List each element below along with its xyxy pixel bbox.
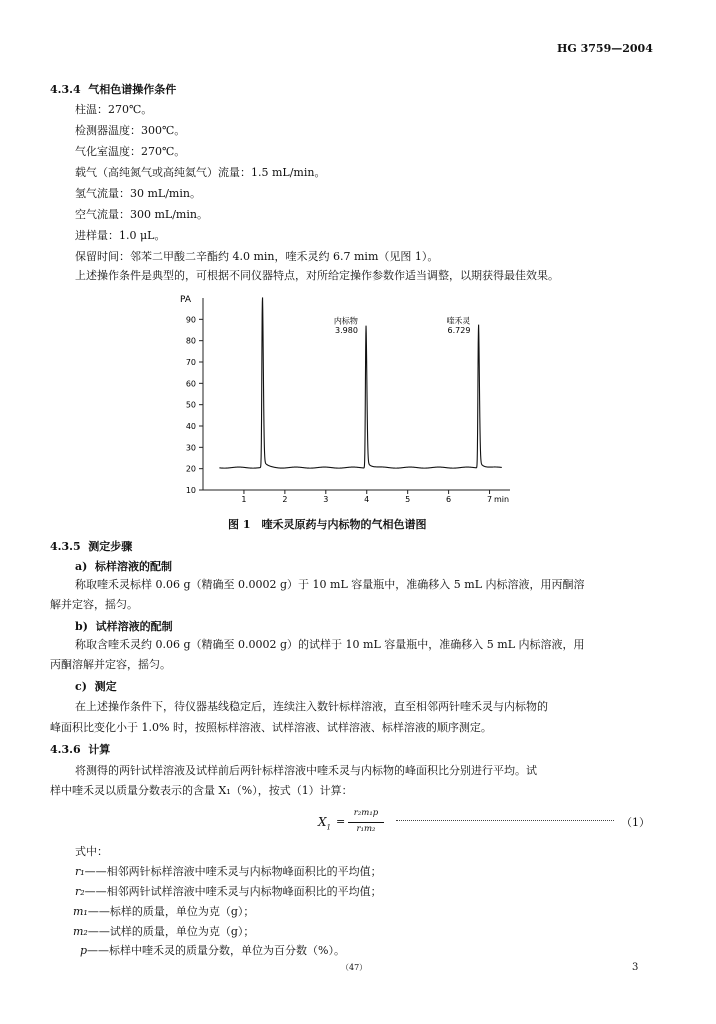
condition-detector-temp: 检测器温度：300℃。 <box>75 124 186 137</box>
condition-carrier-gas: 载气（高纯氮气或高纯氦气）流量：1.5 mL/min。 <box>75 166 326 179</box>
step-label: c) <box>75 680 87 693</box>
peak-name-label: 内标物 <box>333 316 358 326</box>
x-tick-label: 1 <box>241 495 247 504</box>
step-a-text-line1: 称取喹禾灵标样 0.06 g（精确至 0.0002 g）于 10 mL 容量瓶中，准确移入 5 mL 内标溶液，用丙酮溶 <box>75 578 585 591</box>
def-r1: r₁——相邻两针标样溶液中喹禾灵与内标物峰面积比的平均值； <box>75 865 382 878</box>
step-label: a) <box>75 560 88 573</box>
x-tick-label: 2 <box>282 495 288 504</box>
calc-text-line2: 样中喹禾灵以质量分数表示的含量 X₁（%），按式（1）计算： <box>50 784 353 797</box>
peak-labels <box>334 316 471 336</box>
condition-column-temp: 柱温：270℃。 <box>75 103 153 116</box>
y-tick-label: 40 <box>185 422 196 431</box>
y-tick-label: 50 <box>185 400 196 410</box>
step-b-text-line2: 丙酮溶解并定容，摇匀。 <box>50 658 171 671</box>
y-tick-label: 10 <box>185 486 196 495</box>
step-c-heading <box>75 680 117 694</box>
condition-air-flow: 空气流量：300 mL/min。 <box>75 208 208 221</box>
step-b-text-line1: 称取含喹禾灵约 0.06 g（精确至 0.0002 g）的试样于 10 mL 容量瓶中，准确移入 5 mL 内标溶液，用 <box>75 638 585 651</box>
section-435-heading <box>50 540 132 554</box>
y-tick-label: 60 <box>185 379 196 389</box>
y-tick-label: 80 <box>185 336 196 346</box>
y-tick-label: 90 <box>185 315 196 325</box>
step-title: 试样溶液的配制 <box>95 620 173 633</box>
footer-sequence: （47） <box>341 963 368 972</box>
y-tick-label: 70 <box>185 358 196 367</box>
y-tick-label: 20 <box>185 464 196 474</box>
peak-time-label: 6.729 <box>447 326 471 336</box>
section-title: 计算 <box>88 743 111 756</box>
x-tick-label: 7 <box>486 495 493 504</box>
def-r2: r₂——相邻两针试样溶液中喹禾灵与内标物峰面积比的平均值； <box>75 885 382 898</box>
step-title: 测定 <box>94 680 117 693</box>
peak-name-label: 喹禾灵 <box>446 316 471 326</box>
calc-text-line1: 将测得的两针试样溶液及试样前后两针标样溶液中喹禾灵与内标物的峰面积比分别进行平均。试 <box>75 764 537 777</box>
x-tick-label: 3 <box>323 495 329 504</box>
x-axis-label: min <box>494 495 510 504</box>
def-m1: m₁——标样的质量，单位为克（g）； <box>73 905 255 918</box>
formula-equals: = <box>336 815 346 828</box>
step-a-heading <box>75 560 172 574</box>
conditions-note: 上述操作条件是典型的，可根据不同仪器特点，对所给定操作参数作适当调整，以期获得最佳效果。 <box>75 269 559 282</box>
formula-denominator: r₁m₂ <box>356 824 376 834</box>
page-number: 3 <box>632 962 639 973</box>
chromatogram-chart <box>170 290 530 515</box>
condition-injection-volume: 进样量：1.0 μL。 <box>75 229 166 242</box>
step-title: 标样溶液的配制 <box>95 560 173 573</box>
leader-dots <box>396 820 614 821</box>
section-434-heading <box>50 83 176 97</box>
formula-lhs: $X_1$ <box>318 815 332 832</box>
formula-1 <box>318 808 648 838</box>
section-436-heading <box>50 743 110 757</box>
section-number: 4.3.6 <box>50 743 81 756</box>
step-label: b) <box>75 620 88 633</box>
step-a-text-line2: 解并定容，摇匀。 <box>50 598 138 611</box>
y-ticks <box>186 315 203 495</box>
x-tick-label: 6 <box>446 495 452 504</box>
section-title: 测定步骤 <box>88 540 133 553</box>
standard-number: HG 3759—2004 <box>557 42 653 55</box>
condition-hydrogen-flow: 氢气流量：30 mL/min。 <box>75 187 201 200</box>
x-ticks <box>241 490 492 504</box>
x-tick-label: 4 <box>364 495 370 504</box>
step-c-text-line2: 峰面积比变化小于 1.0% 时，按照标样溶液、试样溶液、试样溶液、标样溶液的顺序测定。 <box>50 721 492 734</box>
section-title: 气相色谱操作条件 <box>88 83 177 96</box>
peak-time-label: 3.980 <box>335 326 358 336</box>
y-tick-label: 30 <box>185 443 196 453</box>
formula-number: （1） <box>621 816 650 829</box>
where-label: 式中： <box>75 845 108 858</box>
section-number: 4.3.5 <box>50 540 81 553</box>
x-tick-label: 5 <box>405 495 411 504</box>
def-m2: m₂——试样的质量，单位为克（g）； <box>73 925 255 938</box>
condition-vaporizer-temp: 气化室温度：270℃。 <box>75 145 186 158</box>
figure-caption: 图 1 喹禾灵原药与内标物的气相色谱图 <box>228 518 427 531</box>
y-axis-label: PA <box>180 295 192 305</box>
condition-retention-time: 保留时间：邻苯二甲酸二辛酯约 4.0 min，喹禾灵约 6.7 mim（见图 1）。 <box>75 250 439 263</box>
formula-numerator: r₂m₁p <box>353 808 379 818</box>
fraction-bar <box>348 822 384 823</box>
step-b-heading <box>75 620 173 634</box>
def-p: p——标样中喹禾灵的质量分数，单位为百分数（%）。 <box>80 944 345 957</box>
section-number: 4.3.4 <box>50 83 81 96</box>
step-c-text-line1: 在上述操作条件下，待仪器基线稳定后，连续注入数针标样溶液，直至相邻两针喹禾灵与内标物的 <box>75 700 548 713</box>
